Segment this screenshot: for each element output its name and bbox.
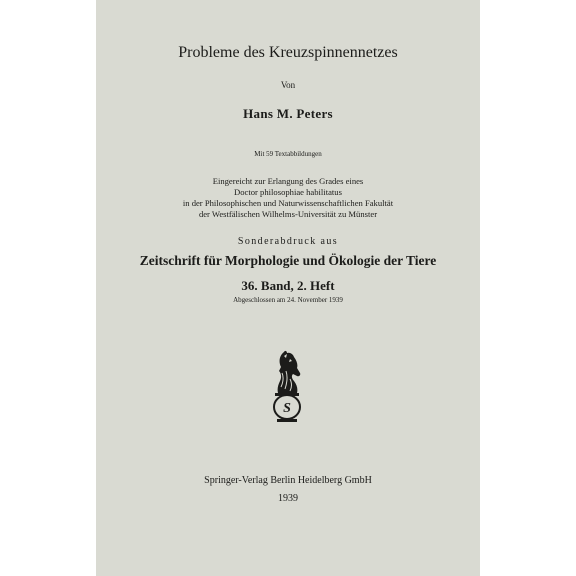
thesis-line-3: in der Philosophischen und Naturwissenschaftlichen Fakultät — [182, 198, 394, 208]
thesis-line-1: Eingereicht zur Erlangung des Grades eines — [212, 176, 364, 186]
illustrations-note: Mit 59 Textabbildungen — [254, 150, 322, 158]
thesis-line-4: der Westfälischen Wilhelms-Universität zu Münster — [198, 209, 378, 219]
publisher: Springer-Verlag Berlin Heidelberg GmbH — [204, 475, 372, 486]
author-name: Hans M. Peters — [243, 106, 333, 121]
closing-date-note: Abgeschlossen am 24. November 1939 — [233, 296, 343, 304]
publication-year: 1939 — [278, 493, 298, 504]
journal-name: Zeitschrift für Morphologie und Ökologie der Tiere — [139, 253, 437, 268]
thesis-line-2: Doctor philosophiae habilitatus — [234, 187, 342, 197]
by-label: Von — [280, 80, 296, 90]
volume-issue: 36. Band, 2. Heft — [241, 278, 335, 293]
book-cover — [96, 0, 480, 576]
springer-chess-knight-icon — [268, 349, 306, 425]
offprint-label: Sonderabdruck aus — [237, 236, 339, 247]
svg-text:S: S — [283, 401, 291, 416]
book-title: Probleme des Kreuzspinnennetzes — [178, 44, 398, 61]
